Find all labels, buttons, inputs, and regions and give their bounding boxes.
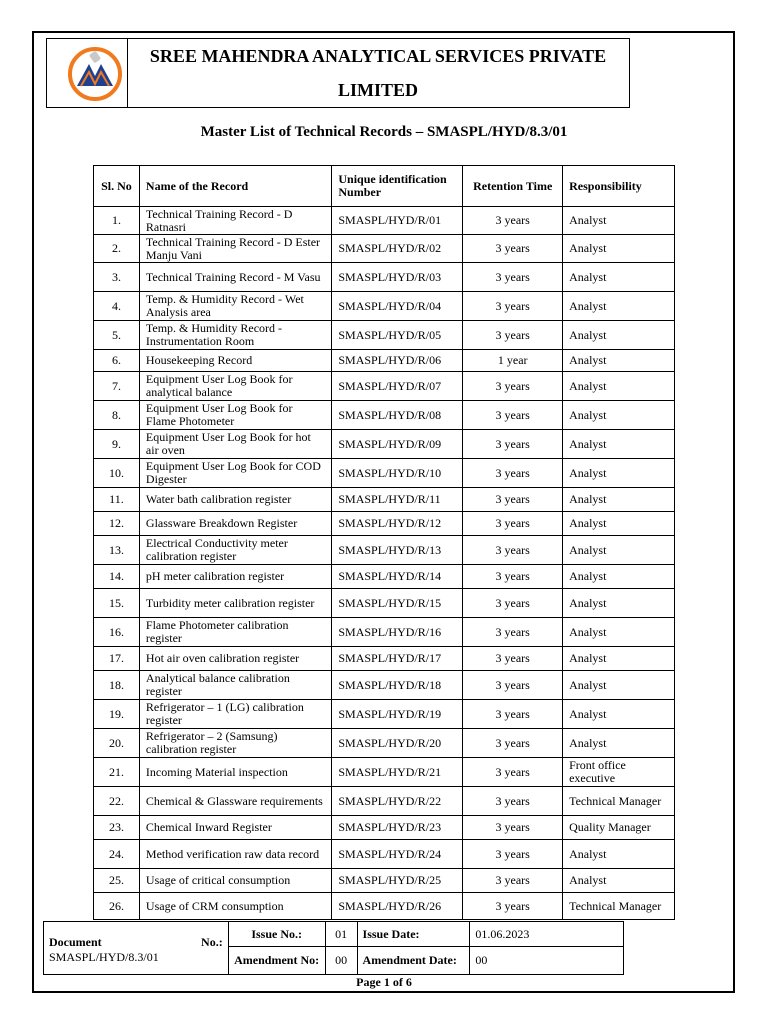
record-name-cell: Water bath calibration register [139,488,331,512]
sl-no-cell: 9. [94,430,140,459]
sl-no-cell: 2. [94,235,140,263]
company-logo-icon [67,46,123,102]
unique-id-cell: SMASPL/HYD/R/04 [332,292,463,321]
responsibility-cell: Analyst [563,869,675,893]
unique-id-cell: SMASPL/HYD/R/25 [332,869,463,893]
table-header-row [94,166,675,207]
unique-id-cell: SMASPL/HYD/R/15 [332,589,463,618]
sl-no-cell: 7. [94,372,140,401]
unique-id-cell: SMASPL/HYD/R/26 [332,893,463,920]
record-name-cell: Technical Training Record - M Vasu [139,263,331,292]
responsibility-cell: Analyst [563,618,675,647]
document-label: Document [49,935,102,949]
amendment-no-value: 00 [325,947,357,975]
record-name-cell: Glassware Breakdown Register [139,512,331,536]
responsibility-cell: Analyst [563,565,675,589]
unique-id-cell: SMASPL/HYD/R/01 [332,207,463,235]
amendment-date-value: 00 [470,947,624,975]
unique-id-cell: SMASPL/HYD/R/10 [332,459,463,488]
table-row [94,840,675,869]
unique-id-cell: SMASPL/HYD/R/11 [332,488,463,512]
retention-time-cell: 3 years [463,647,563,671]
table-row [94,647,675,671]
record-name-cell: Equipment User Log Book for Flame Photometer [139,401,331,430]
retention-time-cell: 3 years [463,292,563,321]
table-row [94,700,675,729]
sl-no-cell: 1. [94,207,140,235]
responsibility-cell: Analyst [563,207,675,235]
company-name-line2: LIMITED [337,80,418,100]
unique-id-cell: SMASPL/HYD/R/24 [332,840,463,869]
document-no-label: No.: [201,935,223,949]
col-header-responsibility: Responsibility [563,166,675,207]
sl-no-cell: 19. [94,700,140,729]
responsibility-cell: Front office executive [563,758,675,787]
issue-date-label: Issue Date: [357,922,470,947]
responsibility-cell: Analyst [563,401,675,430]
table-row [94,729,675,758]
unique-id-cell: SMASPL/HYD/R/21 [332,758,463,787]
retention-time-cell: 3 years [463,840,563,869]
retention-time-cell: 3 years [463,372,563,401]
sl-no-cell: 14. [94,565,140,589]
unique-id-cell: SMASPL/HYD/R/12 [332,512,463,536]
issue-no-value: 01 [325,922,357,947]
col-header-sl-no: Sl. No [94,166,140,207]
responsibility-cell: Analyst [563,536,675,565]
unique-id-cell: SMASPL/HYD/R/13 [332,536,463,565]
responsibility-cell: Analyst [563,671,675,700]
sl-no-cell: 11. [94,488,140,512]
record-name-cell: Technical Training Record - D Ester Manju Vani [139,235,331,263]
unique-id-cell: SMASPL/HYD/R/16 [332,618,463,647]
issue-date-value: 01.06.2023 [470,922,624,947]
table-row [94,512,675,536]
record-name-cell: Hot air oven calibration register [139,647,331,671]
unique-id-cell: SMASPL/HYD/R/14 [332,565,463,589]
document-control-footer [43,921,624,975]
record-name-cell: Flame Photometer calibration register [139,618,331,647]
sl-no-cell: 5. [94,321,140,350]
retention-time-cell: 3 years [463,787,563,816]
record-name-cell: Chemical & Glassware requirements [139,787,331,816]
table-row [94,263,675,292]
table-row [94,401,675,430]
unique-id-cell: SMASPL/HYD/R/02 [332,235,463,263]
record-name-cell: Refrigerator – 2 (Samsung) calibration register [139,729,331,758]
sl-no-cell: 20. [94,729,140,758]
table-row [94,430,675,459]
retention-time-cell: 3 years [463,618,563,647]
sl-no-cell: 18. [94,671,140,700]
table-row [94,758,675,787]
responsibility-cell: Analyst [563,372,675,401]
retention-time-cell: 3 years [463,488,563,512]
responsibility-cell: Analyst [563,700,675,729]
company-name [127,39,629,107]
table-row [94,787,675,816]
unique-id-cell: SMASPL/HYD/R/23 [332,816,463,840]
unique-id-cell: SMASPL/HYD/R/05 [332,321,463,350]
table-row [94,536,675,565]
unique-id-cell: SMASPL/HYD/R/17 [332,647,463,671]
record-name-cell: Temp. & Humidity Record - Wet Analysis area [139,292,331,321]
document-number: SMASPL/HYD/8.3/01 [49,950,159,964]
retention-time-cell: 3 years [463,869,563,893]
unique-id-cell: SMASPL/HYD/R/19 [332,700,463,729]
responsibility-cell: Analyst [563,647,675,671]
unique-id-cell: SMASPL/HYD/R/20 [332,729,463,758]
retention-time-cell: 3 years [463,729,563,758]
responsibility-cell: Analyst [563,488,675,512]
record-name-cell: Electrical Conductivity meter calibration register [139,536,331,565]
responsibility-cell: Analyst [563,459,675,488]
table-row [94,671,675,700]
record-name-cell: pH meter calibration register [139,565,331,589]
page-number: Page 1 of 6 [356,975,412,989]
record-name-cell: Equipment User Log Book for analytical balance [139,372,331,401]
col-header-unique-id: Unique identification Number [332,166,463,207]
col-header-record-name: Name of the Record [139,166,331,207]
sl-no-cell: 17. [94,647,140,671]
responsibility-cell: Analyst [563,512,675,536]
unique-id-cell: SMASPL/HYD/R/03 [332,263,463,292]
retention-time-cell: 1 year [463,350,563,372]
sl-no-cell: 15. [94,589,140,618]
table-row [94,207,675,235]
sl-no-cell: 23. [94,816,140,840]
record-name-cell: Equipment User Log Book for hot air oven [139,430,331,459]
sl-no-cell: 8. [94,401,140,430]
retention-time-cell: 3 years [463,430,563,459]
table-row [94,459,675,488]
retention-time-cell: 3 years [463,321,563,350]
responsibility-cell: Analyst [563,235,675,263]
retention-time-cell: 3 years [463,589,563,618]
responsibility-cell: Quality Manager [563,816,675,840]
retention-time-cell: 3 years [463,512,563,536]
responsibility-cell: Technical Manager [563,787,675,816]
retention-time-cell: 3 years [463,235,563,263]
retention-time-cell: 3 years [463,263,563,292]
sl-no-cell: 10. [94,459,140,488]
letterhead [46,38,630,108]
table-row [94,235,675,263]
retention-time-cell: 3 years [463,671,563,700]
responsibility-cell: Analyst [563,263,675,292]
table-row [94,321,675,350]
unique-id-cell: SMASPL/HYD/R/08 [332,401,463,430]
amendment-no-label: Amendment No: [228,947,325,975]
table-row [94,869,675,893]
responsibility-cell: Analyst [563,589,675,618]
document-number-cell [44,922,229,975]
record-name-cell: Housekeeping Record [139,350,331,372]
records-table [93,165,675,920]
unique-id-cell: SMASPL/HYD/R/09 [332,430,463,459]
unique-id-cell: SMASPL/HYD/R/22 [332,787,463,816]
record-name-cell: Analytical balance calibration register [139,671,331,700]
record-name-cell: Chemical Inward Register [139,816,331,840]
retention-time-cell: 3 years [463,816,563,840]
sl-no-cell: 22. [94,787,140,816]
responsibility-cell: Technical Manager [563,893,675,920]
record-name-cell: Equipment User Log Book for COD Digester [139,459,331,488]
retention-time-cell: 3 years [463,401,563,430]
unique-id-cell: SMASPL/HYD/R/18 [332,671,463,700]
table-row [94,372,675,401]
table-row [94,589,675,618]
logo-cell [47,39,128,107]
record-name-cell: Technical Training Record - D Ratnasri [139,207,331,235]
table-row [94,488,675,512]
retention-time-cell: 3 years [463,565,563,589]
responsibility-cell: Analyst [563,840,675,869]
responsibility-cell: Analyst [563,321,675,350]
sl-no-cell: 25. [94,869,140,893]
sl-no-cell: 4. [94,292,140,321]
responsibility-cell: Analyst [563,350,675,372]
record-name-cell: Temp. & Humidity Record - Instrumentation Room [139,321,331,350]
retention-time-cell: 3 years [463,536,563,565]
col-header-retention: Retention Time [463,166,563,207]
company-name-line1: SREE MAHENDRA ANALYTICAL SERVICES PRIVATE [149,46,607,66]
amendment-date-label: Amendment Date: [357,947,470,975]
document-title: Master List of Technical Records – SMASPL/HYD/8.3/01 [200,124,568,140]
record-name-cell: Method verification raw data record [139,840,331,869]
retention-time-cell: 3 years [463,459,563,488]
sl-no-cell: 21. [94,758,140,787]
sl-no-cell: 12. [94,512,140,536]
table-row [94,565,675,589]
record-name-cell: Usage of critical consumption [139,869,331,893]
table-row [94,350,675,372]
retention-time-cell: 3 years [463,700,563,729]
sl-no-cell: 26. [94,893,140,920]
table-row [94,893,675,920]
sl-no-cell: 24. [94,840,140,869]
record-name-cell: Incoming Material inspection [139,758,331,787]
issue-no-label: Issue No.: [228,922,325,947]
record-name-cell: Usage of CRM consumption [139,893,331,920]
sl-no-cell: 6. [94,350,140,372]
table-row [94,618,675,647]
retention-time-cell: 3 years [463,207,563,235]
retention-time-cell: 3 years [463,893,563,920]
record-name-cell: Turbidity meter calibration register [139,589,331,618]
responsibility-cell: Analyst [563,430,675,459]
table-row [94,292,675,321]
record-name-cell: Refrigerator – 1 (LG) calibration register [139,700,331,729]
responsibility-cell: Analyst [563,729,675,758]
sl-no-cell: 13. [94,536,140,565]
table-row [94,816,675,840]
unique-id-cell: SMASPL/HYD/R/06 [332,350,463,372]
sl-no-cell: 16. [94,618,140,647]
unique-id-cell: SMASPL/HYD/R/07 [332,372,463,401]
retention-time-cell: 3 years [463,758,563,787]
responsibility-cell: Analyst [563,292,675,321]
sl-no-cell: 3. [94,263,140,292]
